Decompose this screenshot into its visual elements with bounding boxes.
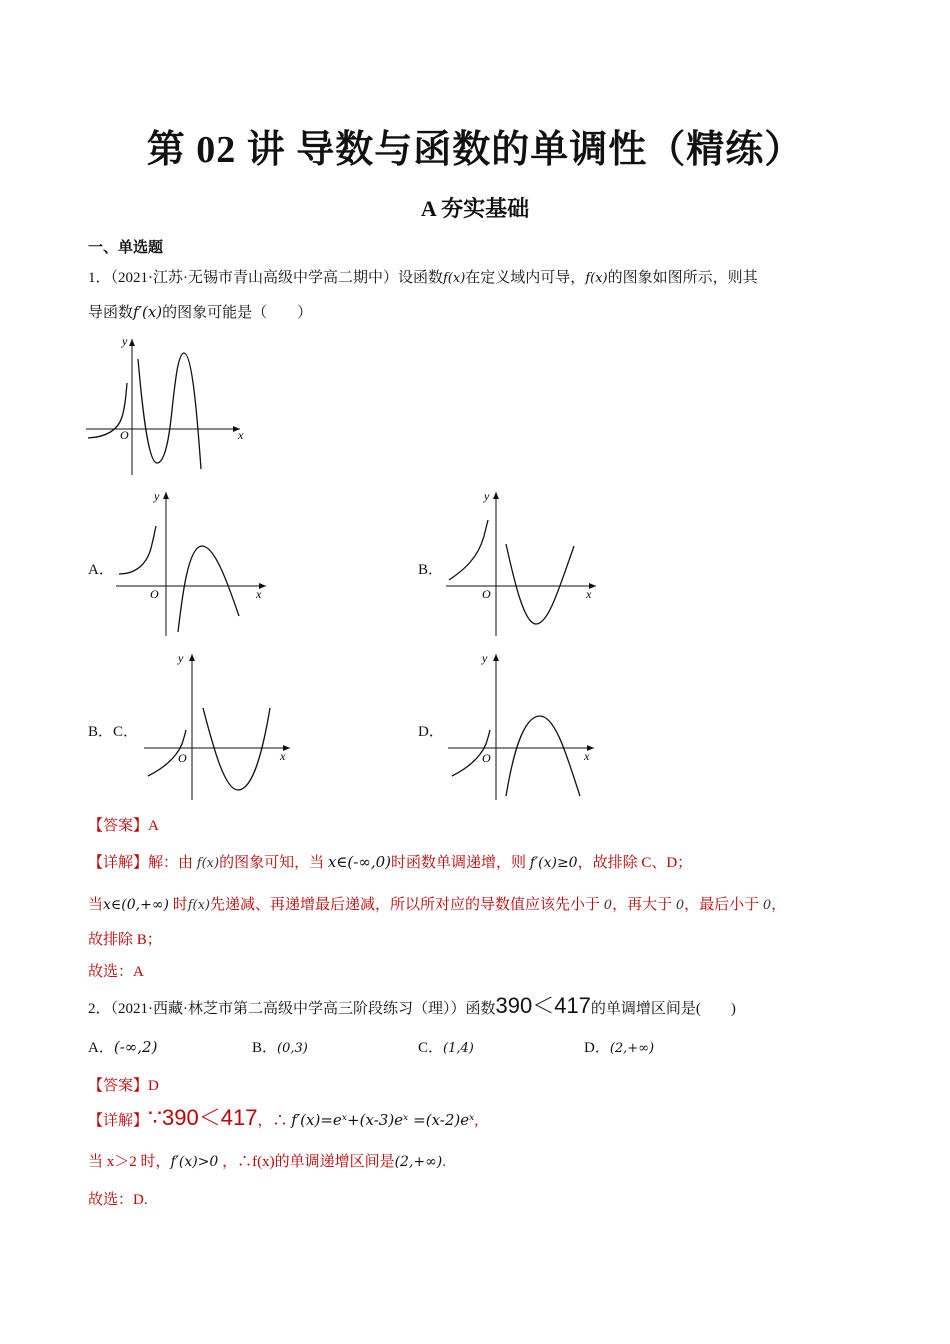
q1-option-a-graph[interactable] — [114, 488, 274, 640]
svg-text:y: y — [482, 651, 488, 665]
q1-option-c-graph[interactable] — [140, 650, 300, 802]
page-title: 第 02 讲 导数与函数的单调性（精练） — [146, 129, 804, 171]
q2-detail-line1: 【详解】∵390＜417，∴ f′(x)=eˣ+(x-3)eˣ =(x-2)eˣ, — [88, 1105, 479, 1130]
q1-option-a-label[interactable]: A． — [88, 562, 114, 578]
svg-text:y: y — [484, 489, 490, 503]
svg-text:O: O — [150, 587, 159, 601]
q2-option-b[interactable]: B．(0,3) — [252, 1040, 308, 1056]
svg-text:O: O — [120, 428, 129, 442]
q1-option-b-label[interactable]: B． — [418, 562, 444, 578]
svg-text:x: x — [280, 749, 286, 763]
q1-line1: 1．（2021·江苏·无锡市青山高级中学高二期中）设函数f(x)在定义域内可导，f(x)的图象如图所示，则其 — [88, 270, 758, 286]
q1-main-graph — [84, 335, 254, 480]
section-subtitle: A 夯实基础 — [420, 196, 530, 221]
q2-choose: 故选：D. — [88, 1192, 148, 1208]
q1-option-b-graph[interactable] — [444, 488, 604, 640]
svg-text:y: y — [122, 335, 128, 348]
q2-answer: 【答案】D — [88, 1078, 159, 1094]
q1-option-c-label[interactable]: B．C． — [88, 724, 139, 740]
q1-option-d-label[interactable]: D． — [418, 724, 444, 740]
q2-detail-line2: 当 x＞2 时，f′(x)>0 ，∴f(x)的单调递增区间是(2,+∞). — [88, 1154, 447, 1170]
q2-option-c[interactable]: C．(1,4) — [418, 1040, 474, 1056]
svg-text:x: x — [256, 587, 262, 601]
q1-detail-line1: 【详解】解：由 f(x)的图象可知，当 x∈(-∞,0)时函数单调递增，则 f′(x)≥0，故排除 C、D； — [88, 853, 693, 871]
svg-text:O: O — [482, 587, 491, 601]
svg-text:x: x — [586, 587, 592, 601]
svg-text:O: O — [482, 751, 491, 765]
q1-option-d-graph[interactable] — [444, 650, 604, 802]
svg-text:x: x — [584, 749, 590, 763]
q2-option-a[interactable]: A．(-∞,2) — [88, 1038, 158, 1056]
section-heading: 一、单选题 — [88, 240, 164, 256]
svg-text:y: y — [178, 651, 184, 665]
svg-text:y: y — [154, 489, 160, 503]
q1-detail-line2: 当x∈(0,+∞) 时f(x)先递减、再递增最后递减，所以所对应的导数值应该先小于 0，再大于 0，最后小于 0， — [88, 897, 787, 913]
q1-detail-line3: 故排除 B； — [88, 932, 162, 948]
q1-answer: 【答案】A — [88, 818, 159, 834]
q1-line2: 导函数f′(x)的图象可能是（ ） — [88, 303, 313, 321]
svg-text:x: x — [238, 428, 244, 442]
q1-choose: 故选：A — [88, 964, 144, 980]
svg-text:O: O — [178, 751, 187, 765]
q2-line: 2．（2021·西藏·林芝市第二高级中学高三阶段练习（理））函数390＜417的单调增区间是( ) — [88, 993, 736, 1018]
q2-option-d[interactable]: D．(2,+∞) — [584, 1040, 655, 1056]
